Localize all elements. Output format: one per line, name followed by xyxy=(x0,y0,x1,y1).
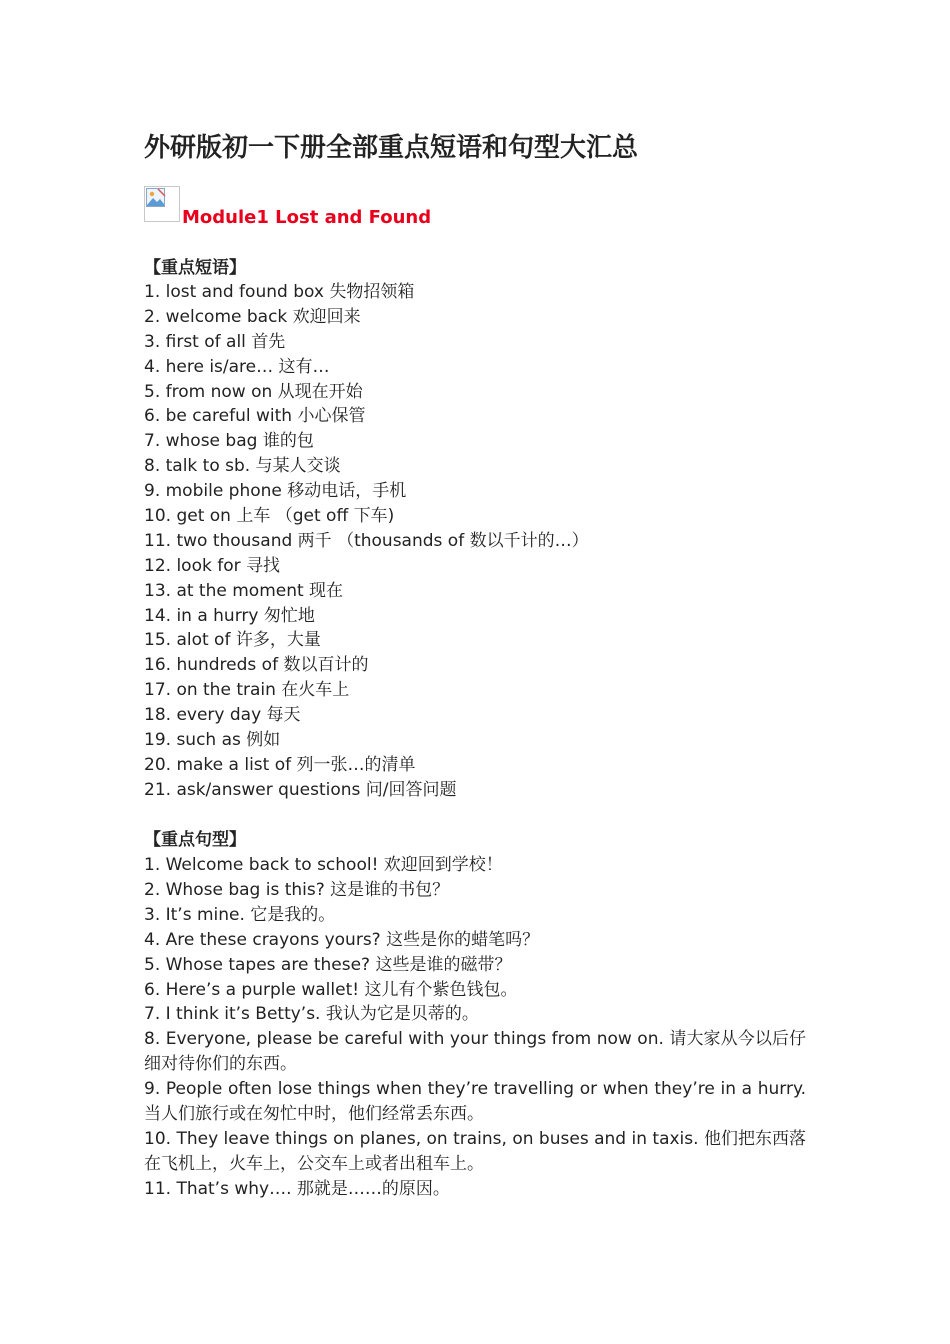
list-item: 2. welcome back 欢迎回来 xyxy=(144,306,361,327)
list-item: 3. first of all 首先 xyxy=(144,331,286,352)
module-heading: Module1 Lost and Found xyxy=(182,207,432,228)
list-item: 8. Everyone, please be careful with your things from now on. 请大家从今以后仔细对待你们的东西。 xyxy=(144,1029,806,1075)
list-item: 2. Whose bag is this? 这是谁的书包？ xyxy=(144,879,450,900)
list-item: 18. every day 每天 xyxy=(144,705,301,726)
list-item: 13. at the moment 现在 xyxy=(144,580,344,601)
list-item: 1. lost and found box 失物招领箱 xyxy=(144,282,415,302)
list-item: 10. get on 上车 （get off 下车) xyxy=(144,506,395,527)
list-item: 6. be careful with 小心保管 xyxy=(144,406,366,427)
list-item: 12. look for 寻找 xyxy=(144,555,280,576)
sentences-heading: 【重点句型】 xyxy=(144,830,246,850)
list-item: 4. Are these crayons yours? 这些是你的蜡笔吗？ xyxy=(144,929,540,950)
list-item: 15. alot of 许多，大量 xyxy=(144,630,321,651)
list-item: 8. talk to sb. 与某人交谈 xyxy=(144,456,341,477)
broken-image-icon xyxy=(144,186,180,222)
phrase-list xyxy=(144,280,589,803)
list-item: 9. mobile phone 移动电话，手机 xyxy=(144,481,407,502)
list-item: 5. from now on 从现在开始 xyxy=(144,381,363,402)
list-item: 11. That’s why…. 那就是……的原因。 xyxy=(144,1178,450,1199)
list-item: 14. in a hurry 匆忙地 xyxy=(144,605,315,626)
list-item: 17. on the train 在火车上 xyxy=(144,680,350,701)
sentence-list xyxy=(144,853,806,1202)
list-item: 10. They leave things on planes, on trains, on buses and in taxis. 他们把东西落在飞机上，火车上，公交车上或者出租车上。 xyxy=(144,1128,806,1174)
list-item: 5. Whose tapes are these? 这些是谁的磁带？ xyxy=(144,954,512,975)
list-item: 7. whose bag 谁的包 xyxy=(144,431,314,452)
phrases-heading: 【重点短语】 xyxy=(144,258,246,278)
list-item: 16. hundreds of 数以百计的 xyxy=(144,655,369,676)
list-item: 6. Here’s a purple wallet! 这儿有个紫色钱包。 xyxy=(144,979,518,1000)
list-item: 7. I think it’s Betty’s. 我认为它是贝蒂的。 xyxy=(144,1004,479,1025)
list-item: 11. two thousand 两千 （thousands of 数以千计的…） xyxy=(144,530,589,551)
list-item: 3. It’s mine. 它是我的。 xyxy=(144,904,336,925)
list-item: 9. People often lose things when they’re travelling or when they’re in a hurry. 当人们旅行或在匆忙中时，他们经常丢东西。 xyxy=(144,1079,806,1125)
document-title: 外研版初一下册全部重点短语和句型大汇总 xyxy=(144,133,639,163)
list-item: 20. make a list of 列一张…的清单 xyxy=(144,754,416,775)
list-item: 4. here is/are… 这有… xyxy=(144,356,330,377)
list-item: 19. such as 例如 xyxy=(144,730,281,751)
list-item: 1. Welcome back to school! 欢迎回到学校！ xyxy=(144,855,503,875)
list-item: 21. ask/answer questions 问/回答问题 xyxy=(144,779,457,800)
